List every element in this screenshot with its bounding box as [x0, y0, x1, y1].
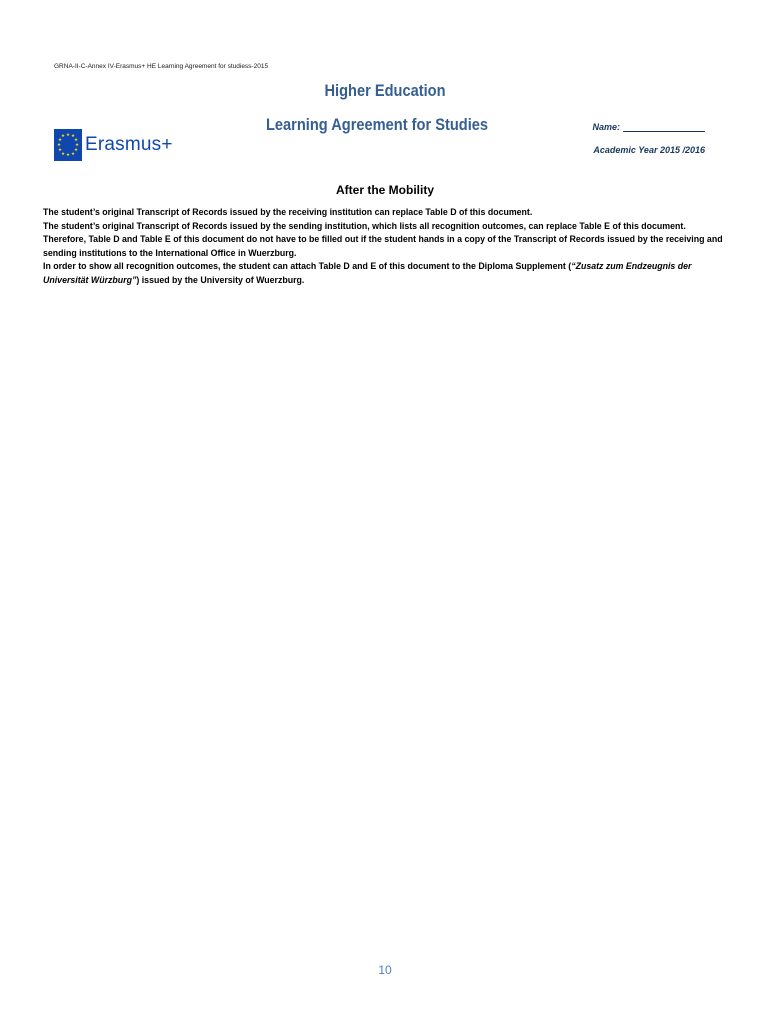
academic-year: Academic Year 2015 /2016: [593, 145, 705, 155]
eu-flag-icon: ★ ★ ★ ★ ★ ★ ★ ★ ★ ★ ★ ★: [54, 129, 82, 161]
paragraph-1: The student’s original Transcript of Records issued by the receiving institution can replace Table D of this document.: [43, 207, 533, 217]
section-heading: After the Mobility: [336, 183, 434, 197]
name-field: [592, 122, 705, 132]
paragraph-4-start: In order to show all recognition outcomes, the student can attach Table D and E of this document to the Diploma Supplement (: [43, 261, 572, 272]
title-higher-education: Higher Education: [324, 81, 446, 100]
page-number: 10: [378, 963, 392, 977]
paragraph-2: The student’s original Transcript of Records issued by the sending institution, which lists all recognition outcomes, can replace Table E of this document.: [43, 220, 686, 231]
name-label: Name:: [592, 122, 620, 132]
document-reference: GRNA-II-C-Annex IV-Erasmus+ HE Learning Agreement for studiess-2015: [54, 63, 269, 70]
paragraph-4: [43, 260, 723, 287]
title-learning-agreement: Learning Agreement for Studies: [265, 115, 489, 134]
diploma-supplement-title: “Zusatz zum Endzeugnis der Universität Würzburg”: [43, 261, 692, 285]
paragraph-4-end: ) issued by the University of Wuerzburg.: [136, 274, 305, 285]
body-text: [43, 206, 723, 288]
erasmus-logo-text: Erasmus+: [85, 134, 173, 155]
paragraph-3: Therefore, Table D and Table E of this document do not have to be filled out if the student hands in a copy of the Transcript of Records issued by the receiving and sending institutions to the International Office in Wuerzburg.: [43, 234, 723, 258]
name-blank-line: [623, 122, 705, 132]
